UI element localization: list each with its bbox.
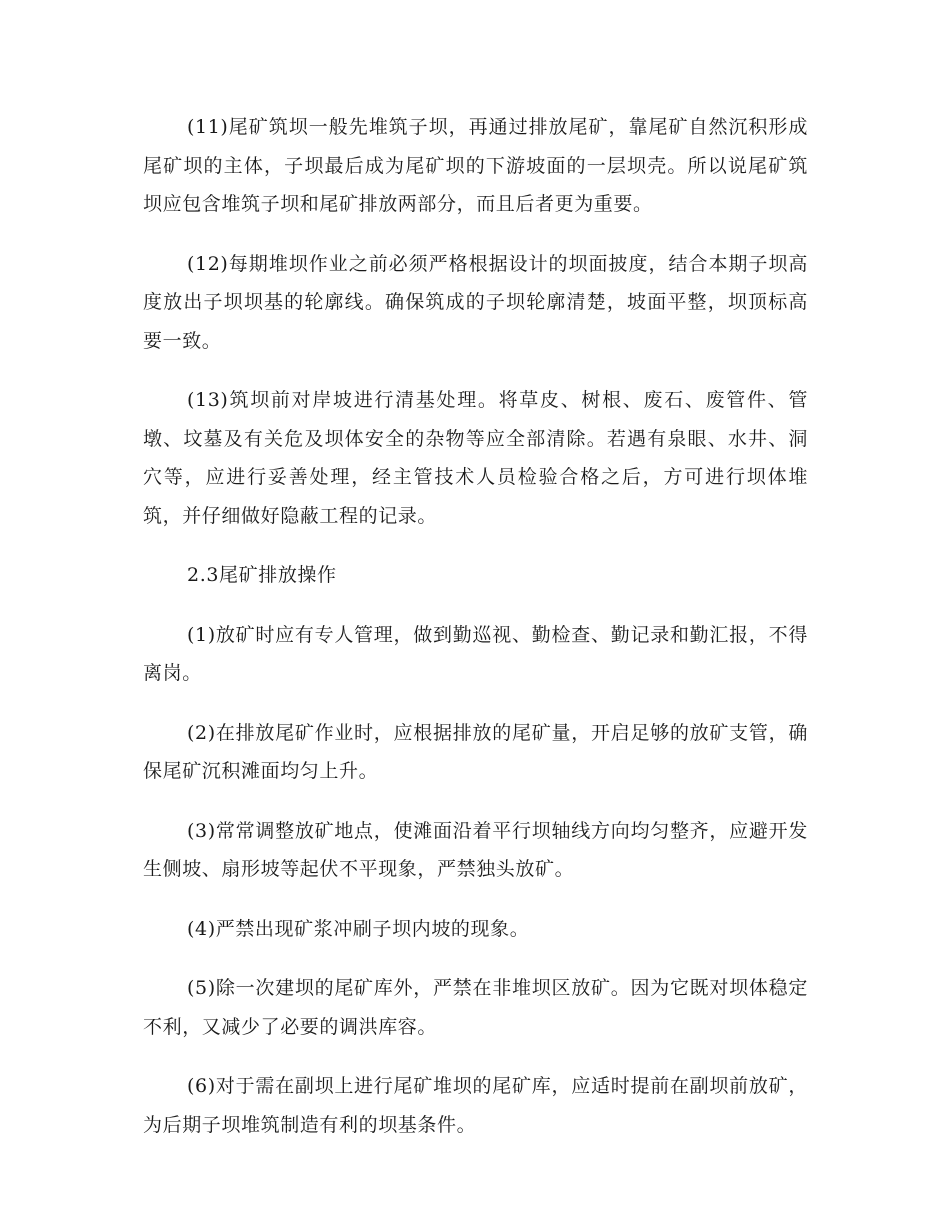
- section-heading: 2.3尾矿排放操作: [187, 564, 337, 586]
- paragraph-12: (12)每期堆坝作业之前必须严格根据设计的坝面披度，结合本期子坝高度放出子坝坝基的轮廓线。确保筑成的子坝轮廓清楚，坡面平整，坝顶标高要一致。: [143, 252, 808, 352]
- list-item-1: (1)放矿时应有专人管理，做到勤巡视、勤检查、勤记录和勤汇报，不得离岗。: [143, 623, 808, 684]
- paragraph-11: (11)尾矿筑坝一般先堆筑子坝，再通过排放尾矿，靠尾矿自然沉积形成尾矿坝的主体，子坝最后成为尾矿坝的下游坡面的一层坝壳。所以说尾矿筑坝应包含堆筑子坝和尾矿排放两部分，而且后者更为重要。: [143, 116, 808, 215]
- list-item-3: (3)常常调整放矿地点，使滩面沿着平行坝轴线方向均匀整齐，应避开发生侧坡、扇形坡等起伏不平现象，严禁独头放矿。: [143, 819, 808, 880]
- list-item-2: (2)在排放尾矿作业时，应根据排放的尾矿量，开启足够的放矿支管，确保尾矿沉积滩面均匀上升。: [143, 721, 808, 782]
- list-item-6: (6)对于需在副坝上进行尾矿堆坝的尾矿库，应适时提前在副坝前放矿，为后期子坝堆筑制造有利的坝基条件。: [143, 1075, 808, 1136]
- document-body: [143, 108, 808, 1165]
- paragraph-13: (13)筑坝前对岸坡进行清基处理。将草皮、树根、废石、废管件、管墩、坟墓及有关危及坝体安全的杂物等应全部清除。若遇有泉眼、水井、洞穴等，应进行妥善处理，经主管技术人员检验合格之后，方可进行坝体堆筑，并仔细做好隐蔽工程的记录。: [143, 389, 808, 527]
- list-item-5: (5)除一次建坝的尾矿库外，严禁在非堆坝区放矿。因为它既对坝体稳定不利，又减少了必要的调洪库容。: [143, 977, 808, 1038]
- list-item-4: (4)严禁出现矿浆冲刷子坝内坡的现象。: [187, 917, 530, 940]
